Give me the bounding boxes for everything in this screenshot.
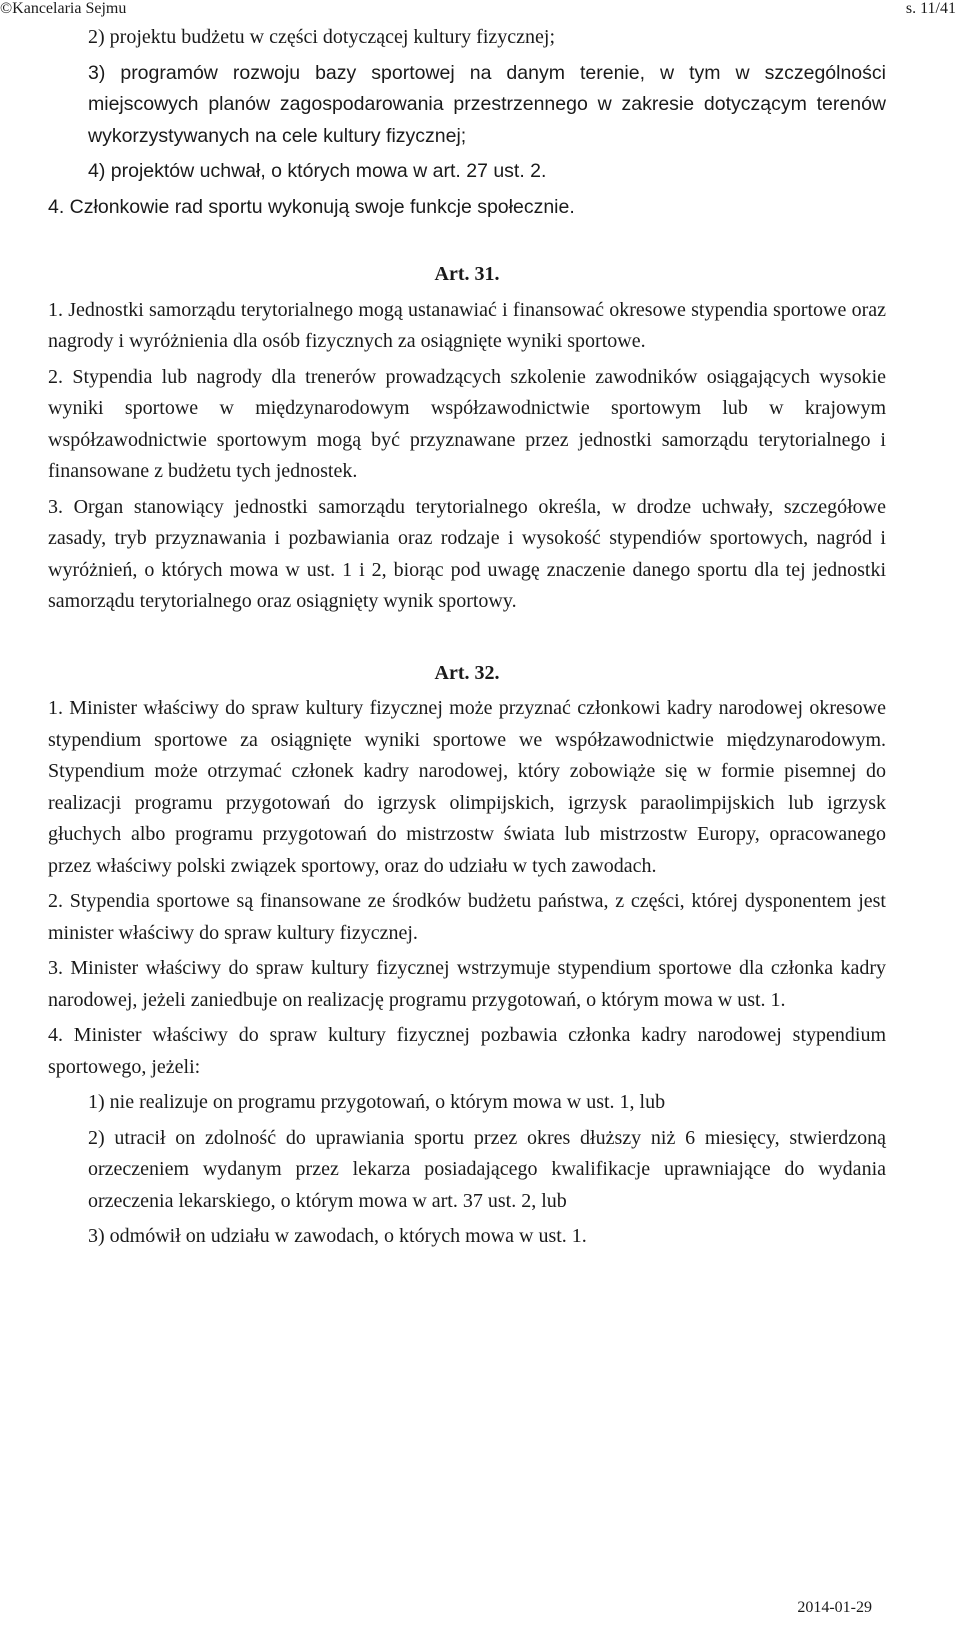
article-31-ust-1: 1. Jednostki samorządu terytorialnego mogą ustanawiać i finansować okresowe stypendia sportowe oraz nagrody i wyróżnienia dla osób fizycznych za osiągnięte wyniki sportowe. [48,298,886,352]
article-32-title: Art. 32. [434,661,500,684]
article-32-ust-4: 4. Minister właściwy do spraw kultury fizycznej pozbawia członka kadry narodowej stypendium sportowego, jeżeli: [48,1024,886,1078]
document-body [48,22,886,1253]
article-32-ust-3: 3. Minister właściwy do spraw kultury fizycznej wstrzymuje stypendium sportowe dla członka kadry narodowej, jeżeli zaniedbuje on realizację programu przygotowań, o którym mowa w ust. 1. [48,957,886,1011]
header-publisher: ©Kancelaria Sejmu [0,0,127,17]
list-item-3: 3) programów rozwoju bazy sportowej na danym terenie, w tym w szczególności miejscowych planów zagospodarowania przestrzennego w zakresie dotyczącym terenów wykorzystywanych na cele kultury fizycznej; [88,61,886,147]
list-item-4: 4) projektów uchwał, o których mowa w art. 27 ust. 2. [88,160,547,182]
article-32-point-2: 2) utracił on zdolność do uprawiania sportu przez okres dłuższy niż 6 miesięcy, stwierdzoną orzeczeniem wydanym przez lekarza posiadającego kwalifikacje uprawniające do wydania orzeczenia lekarskiego, o którym mowa w art. 37 ust. 2, lub [88,1126,886,1212]
header-page-number: s. 11/41 [905,0,956,17]
article-32-ust-2: 2. Stypendia sportowe są finansowane ze środków budżetu państwa, z części, której dysponentem jest minister właściwy do spraw kultury fizycznej. [48,890,886,944]
paragraph-4: 4. Członkowie rad sportu wykonują swoje funkcje społecznie. [48,195,575,218]
article-32-point-1: 1) nie realizuje on programu przygotowań, o którym mowa w ust. 1, lub [88,1091,666,1113]
list-item-2: 2) projektu budżetu w części dotyczącej kultury fizycznej; [88,26,556,48]
article-31-ust-3: 3. Organ stanowiący jednostki samorządu terytorialnego określa, w drodze uchwały, szczegółowe zasady, tryb przyznawania i pozbawiania oraz rodzaje i wysokość stypendiów sportowych, nagród i wyróżnień, o których mowa w ust. 1 i 2, biorąc pod uwagę znaczenie danego sportu dla tej jednostki samorządu terytorialnego oraz osiągnięty wynik sportowy. [48,495,886,612]
article-32-point-3: 3) odmówił on udziału w zawodach, o których mowa w ust. 1. [88,1225,587,1247]
article-31-title: Art. 31. [434,263,500,285]
article-32-ust-1: 1. Minister właściwy do spraw kultury fizycznej może przyznać członkowi kadry narodowej okresowe stypendium sportowe za osiągnięte wyniki sportowe we współzawodnictwie międzynarodowym. Stypendium może otrzymać członek kadry narodowej, który zobowiąże się w formie pisemnej do realizacji programu przygotowań do igrzysk olimpijskich, igrzysk paraolimpijskich lub igrzysk głuchych albo programu przygotowań do mistrzostw świata lub mistrzostw Europy, opracowanego przez właściwy polski związek sportowy, oraz do udziału w tych zawodach. [48,697,886,877]
article-31-ust-2: 2. Stypendia lub nagrody dla trenerów prowadzących szkolenie zawodników osiągających wysokie wyniki sportowe w międzynarodowym współzawodnictwie sportowym lub w krajowym współzawodnictwie sportowym mogą być przyznawane przez jednostki samorządu terytorialnego i finansowane z budżetu tych jednostek. [48,365,886,482]
footer-date: 2014-01-29 [797,1599,872,1616]
